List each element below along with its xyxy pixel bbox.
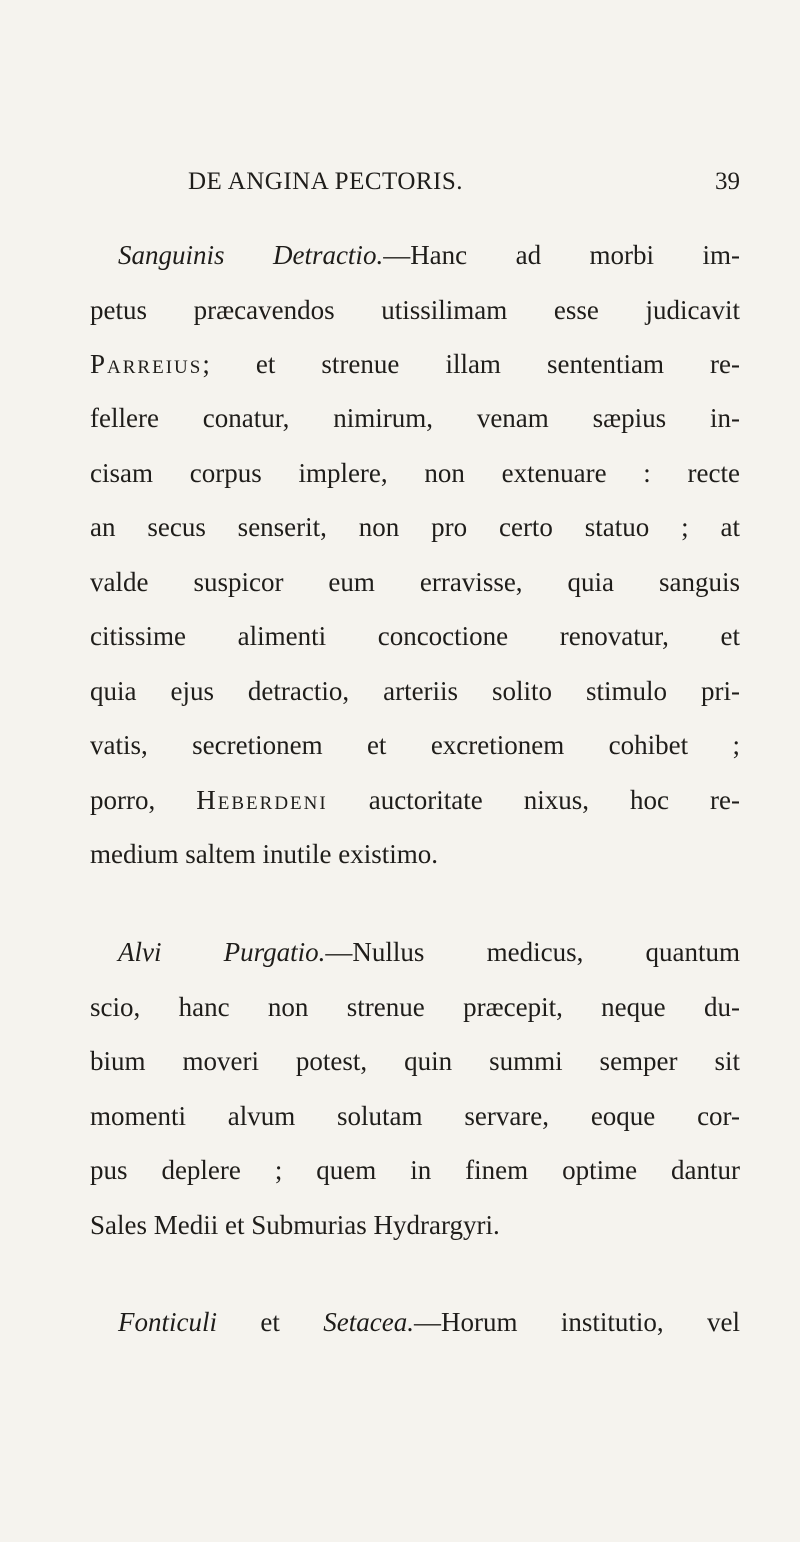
line-text: —Hanc ad morbi im- bbox=[383, 240, 740, 270]
running-head bbox=[90, 168, 740, 208]
section-heading: Setacea. bbox=[323, 1307, 414, 1337]
section-heading: Sanguinis Detractio. bbox=[118, 240, 384, 270]
line-text: valde suspicor eum erravisse, quia sanguis bbox=[90, 567, 740, 597]
paragraph-line bbox=[90, 510, 740, 544]
paragraph-line bbox=[90, 1153, 740, 1187]
paragraph-line bbox=[90, 1099, 740, 1133]
paragraph-line bbox=[118, 1305, 740, 1339]
line-text: an secus senserit, non pro certo statuo ; at bbox=[90, 512, 740, 542]
line-text: cisam corpus implere, non extenuare : recte bbox=[90, 458, 740, 488]
paragraph-line bbox=[90, 1208, 740, 1242]
paragraph-line bbox=[118, 238, 740, 272]
line-text: auctoritate nixus, hoc re- bbox=[327, 785, 740, 815]
section-heading: Fonticuli bbox=[118, 1307, 217, 1337]
line-text: petus præcavendos utissilimam esse judicavit bbox=[90, 295, 740, 325]
paragraph-line bbox=[90, 456, 740, 490]
paragraph-line bbox=[90, 401, 740, 435]
paragraph-line bbox=[90, 674, 740, 708]
section-heading: Alvi Purgatio. bbox=[118, 937, 326, 967]
line-text: —Horum institutio, vel bbox=[413, 1307, 740, 1337]
paragraph-line bbox=[90, 990, 740, 1024]
line-text: fellere conatur, nimirum, venam sæpius in- bbox=[90, 403, 740, 433]
line-text: —Nullus medicus, quantum bbox=[325, 937, 740, 967]
paragraph-line bbox=[90, 728, 740, 762]
line-text: Sales Medii et Submurias Hydrargyri. bbox=[90, 1210, 500, 1240]
line-text: scio, hanc non strenue præcepit, neque du- bbox=[90, 992, 740, 1022]
paragraph-line bbox=[118, 935, 740, 969]
line-text: pus deplere ; quem in finem optime dantur bbox=[90, 1155, 740, 1185]
line-text: momenti alvum solutam servare, eoque cor- bbox=[90, 1101, 740, 1131]
line-text: quia ejus detractio, arteriis solito stimulo pri- bbox=[90, 676, 740, 706]
paragraph-line bbox=[90, 783, 740, 817]
paragraph-line bbox=[90, 837, 740, 871]
paragraph-line bbox=[90, 1044, 740, 1078]
page-number: 39 bbox=[715, 168, 740, 195]
line-text: vatis, secretionem et excretionem cohibet ; bbox=[90, 730, 740, 760]
line-text: et bbox=[216, 1307, 324, 1337]
paragraph-line bbox=[90, 293, 740, 327]
paragraph-line bbox=[90, 347, 740, 381]
author-name: Parreius bbox=[90, 349, 203, 379]
paragraph-line bbox=[90, 565, 740, 599]
line-text: ; et strenue illam sententiam re- bbox=[202, 349, 740, 379]
author-name: Heberdeni bbox=[196, 785, 328, 815]
running-head-title: DE ANGINA PECTORIS. bbox=[188, 168, 464, 195]
line-text: medium saltem inutile existimo. bbox=[90, 839, 438, 869]
line-text: bium moveri potest, quin summi semper sit bbox=[90, 1046, 740, 1076]
line-text: porro, bbox=[90, 785, 197, 815]
paragraph-line bbox=[90, 619, 740, 653]
line-text: citissime alimenti concoctione renovatur, et bbox=[90, 621, 740, 651]
